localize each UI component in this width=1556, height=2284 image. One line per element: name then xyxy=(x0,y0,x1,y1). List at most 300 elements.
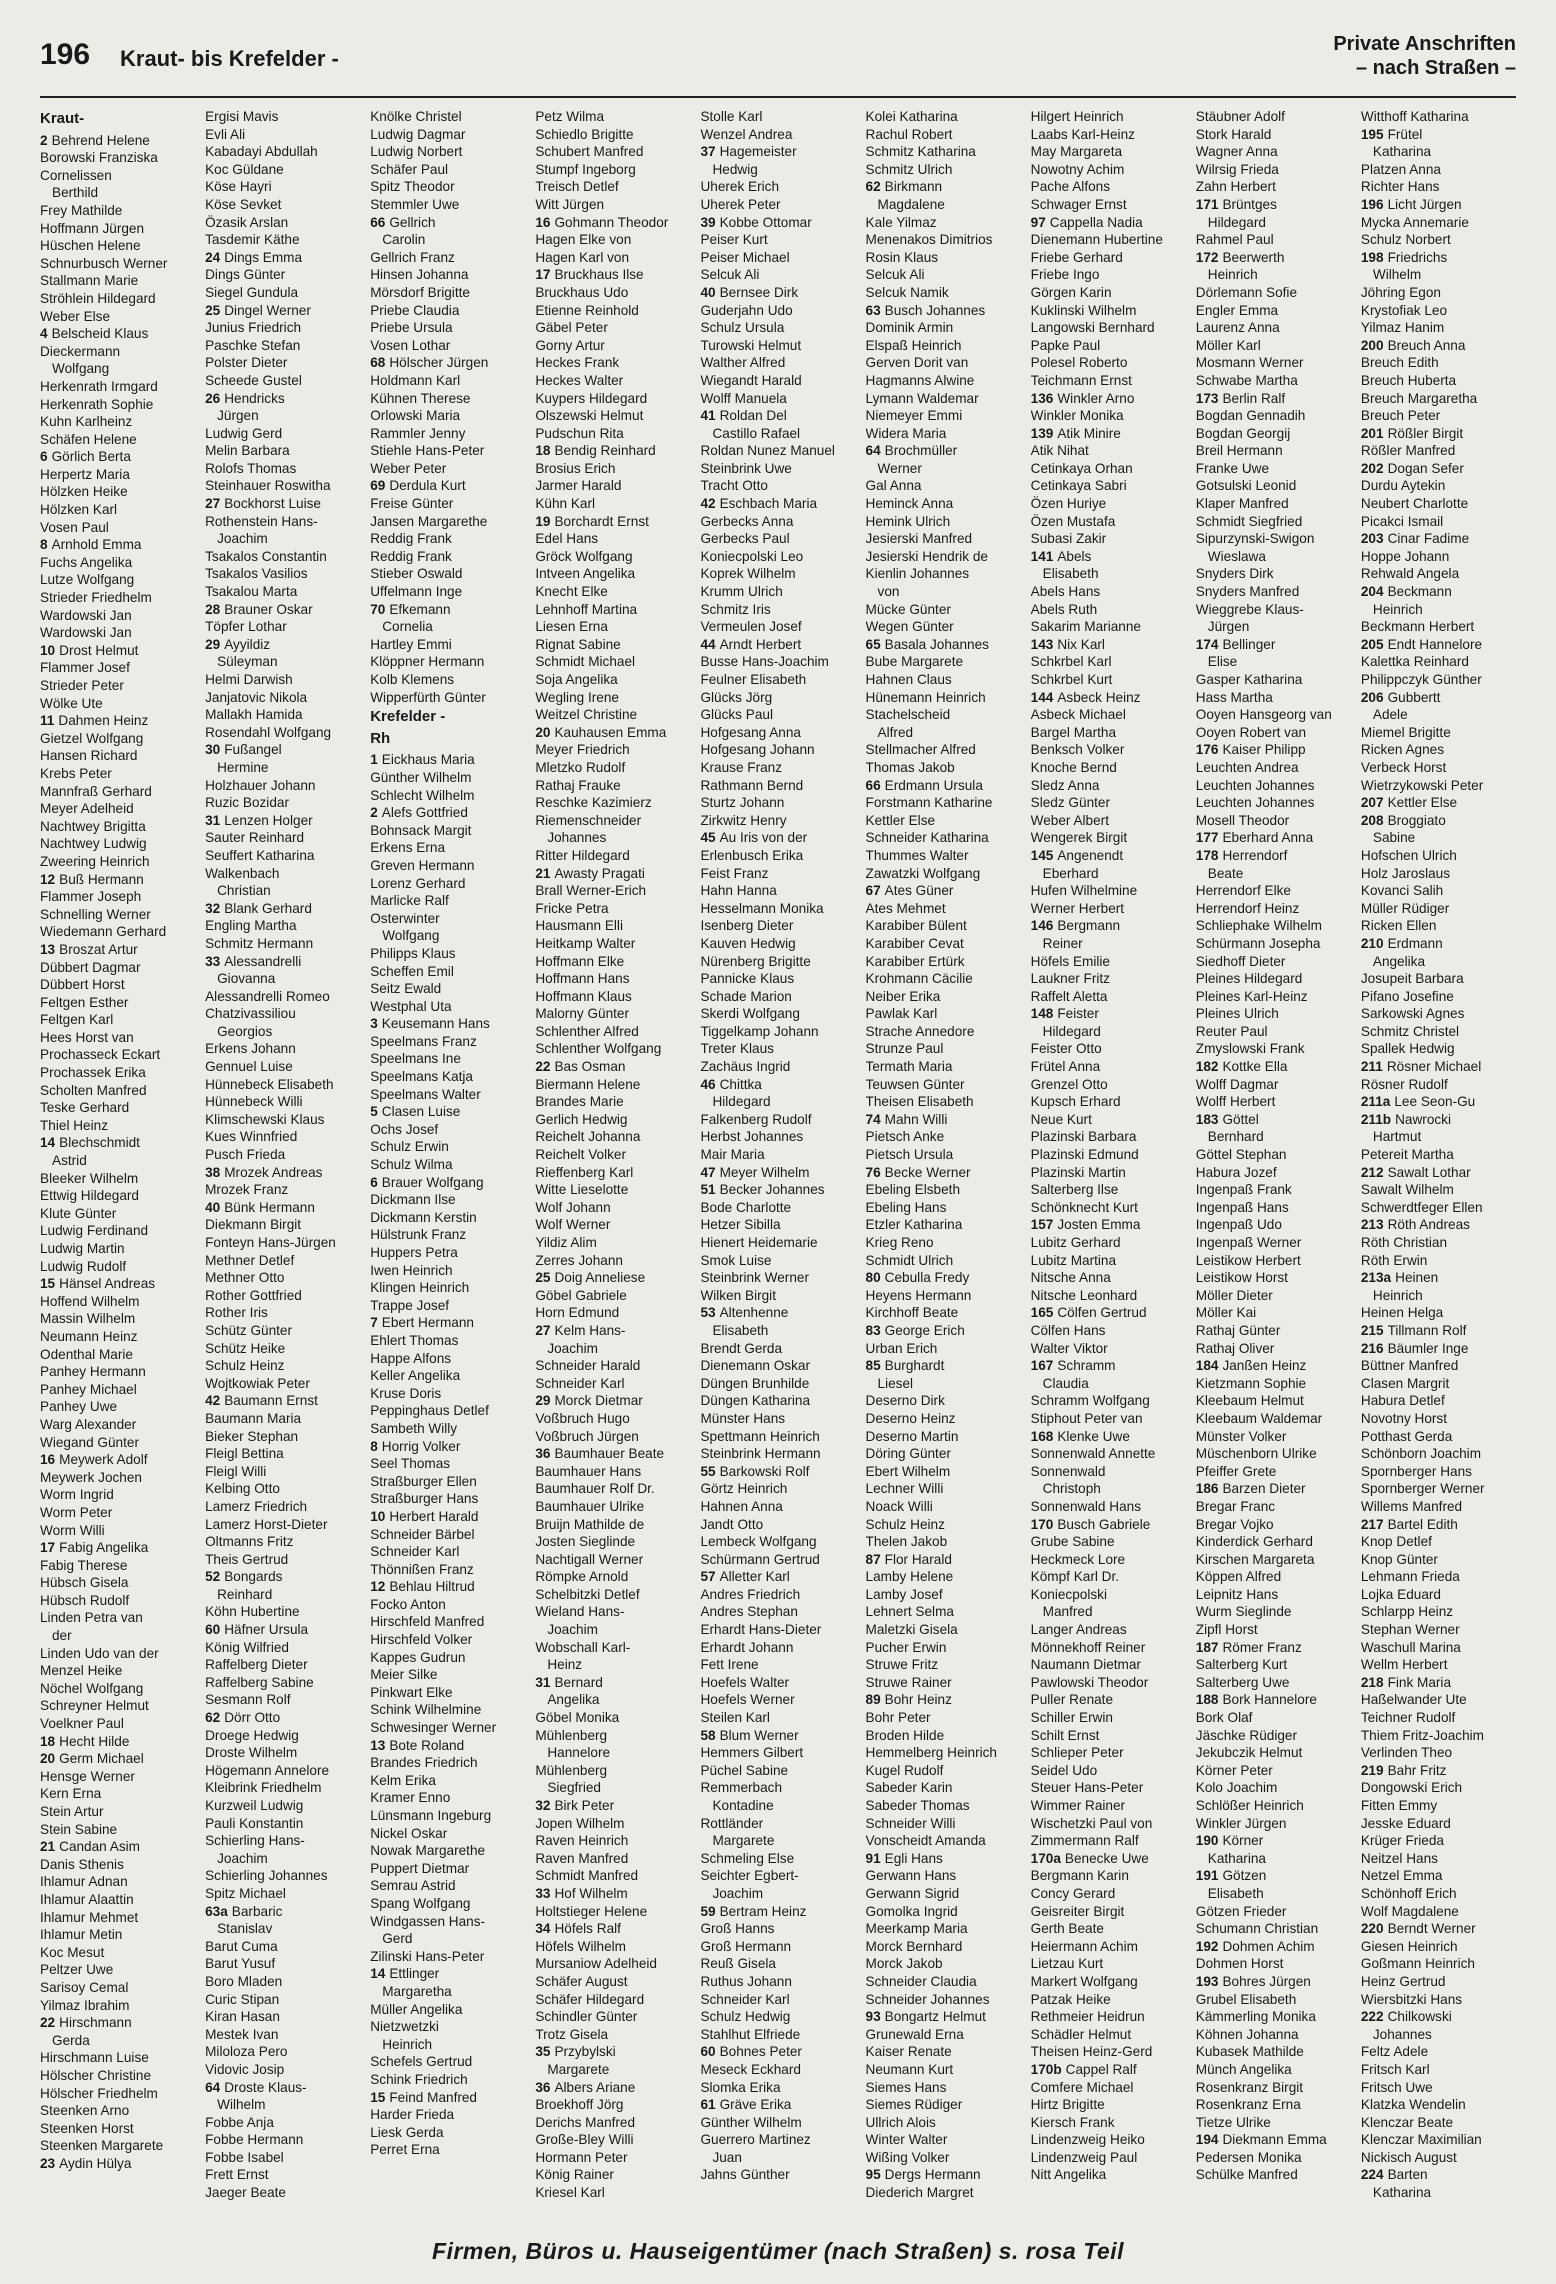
directory-entry xyxy=(1361,1375,1516,1393)
resident-name: Stallmann Marie xyxy=(40,273,139,289)
house-number: 21 xyxy=(535,865,551,881)
resident-name: Hünnebeck Willi xyxy=(205,1094,303,1110)
directory-entry xyxy=(370,671,525,689)
resident-name: Maletzki Gisela xyxy=(865,1622,958,1638)
house-number: 93 xyxy=(865,2009,881,2025)
resident-name: Thiem Fritz-Joachim xyxy=(1360,1727,1484,1743)
resident-name: Bohnsack Margit xyxy=(370,822,472,838)
resident-name: Sonnenwald xyxy=(1030,1463,1106,1479)
resident-name: Hees Horst van xyxy=(40,1029,134,1045)
directory-entry xyxy=(205,354,360,372)
directory-entry xyxy=(1196,178,1351,196)
directory-entry xyxy=(1196,1076,1351,1094)
directory-entry xyxy=(370,601,525,619)
resident-name: Patzak Heike xyxy=(1030,1991,1111,2007)
directory-entry xyxy=(1196,1797,1351,1815)
directory-entry xyxy=(1031,618,1186,636)
directory-entry xyxy=(1361,671,1516,689)
directory-entry xyxy=(1196,372,1351,390)
resident-name: Termath Maria xyxy=(865,1059,953,1075)
resident-name: Werner Herbert xyxy=(1030,900,1125,916)
resident-name: Hilgert Heinrich xyxy=(1030,109,1124,124)
resident-name: Özen Huriye xyxy=(1030,496,1107,512)
directory-entry xyxy=(700,1392,855,1410)
directory-entry xyxy=(40,483,195,501)
directory-entry xyxy=(1361,865,1516,883)
directory-entry xyxy=(370,354,525,372)
resident-name: Schwesinger Werner xyxy=(370,1720,497,1736)
resident-name: Sarisoy Cemal xyxy=(40,1979,129,1995)
resident-name: Nachtwey Ludwig xyxy=(40,836,147,852)
resident-name: Brüntges xyxy=(1222,196,1277,212)
resident-name: Prochassek Erika xyxy=(40,1065,146,1081)
resident-name: Keusemann Hans xyxy=(381,1016,490,1032)
resident-name: Lubitz Gerhard xyxy=(1030,1235,1121,1250)
resident-name: Schulz Ursula xyxy=(700,320,785,336)
directory-entry xyxy=(1196,354,1351,372)
resident-name: Linden Petra van xyxy=(40,1610,143,1626)
directory-entry xyxy=(370,1103,525,1121)
resident-name: Krohmann Cäcilie xyxy=(865,971,973,987)
directory-entry xyxy=(370,927,525,945)
directory-entry xyxy=(1031,1815,1186,1833)
resident-name: Platzen Anna xyxy=(1360,161,1441,177)
directory-entry xyxy=(1361,988,1516,1006)
resident-name: Bellinger xyxy=(1222,636,1276,652)
resident-name: Edel Hans xyxy=(535,531,599,547)
directory-entry xyxy=(1031,2114,1186,2132)
resident-name: Schkrbel Kurt xyxy=(1030,672,1113,687)
directory-entry xyxy=(1361,1111,1516,1129)
resident-name: Brendt Gerda xyxy=(700,1340,783,1356)
directory-entry xyxy=(40,818,195,836)
directory-entry xyxy=(1361,1516,1516,1534)
resident-name: Georgios xyxy=(217,1023,273,1039)
resident-name: Steenken Margarete xyxy=(40,2138,164,2154)
directory-entry xyxy=(700,1252,855,1270)
resident-name: Petereit Martha xyxy=(1360,1147,1454,1163)
resident-name: Walther Alfred xyxy=(700,355,786,371)
resident-name: Deserno Heinz xyxy=(865,1410,956,1426)
resident-name: Frett Ernst xyxy=(205,2167,269,2183)
house-number: 143 xyxy=(1030,636,1054,652)
directory-entry xyxy=(535,1023,690,1041)
directory-entry xyxy=(1196,1867,1351,1885)
directory-entry xyxy=(866,1058,1021,1076)
directory-entry xyxy=(700,1973,855,1991)
directory-entry xyxy=(1196,1023,1351,1041)
directory-entry xyxy=(1196,988,1351,1006)
directory-entry xyxy=(1031,953,1186,971)
resident-name: Berthild xyxy=(52,185,99,201)
directory-entry xyxy=(1031,513,1186,531)
directory-entry xyxy=(1361,565,1516,583)
directory-entry xyxy=(370,1596,525,1614)
resident-name: Feind Manfred xyxy=(389,2089,477,2105)
directory-entry xyxy=(866,1269,1021,1287)
directory-entry xyxy=(1196,1269,1351,1287)
resident-name: Subasi Zakir xyxy=(1030,531,1107,547)
resident-name: Derdula Kurt xyxy=(389,478,466,494)
directory-entry xyxy=(205,477,360,495)
resident-name: Cetinkaya Sabri xyxy=(1030,478,1127,494)
directory-entry xyxy=(1031,319,1186,337)
directory-entry xyxy=(370,1895,525,1913)
resident-name: Rothenstein Hans- xyxy=(205,513,318,529)
directory-entry xyxy=(866,442,1021,460)
resident-name: Kauven Hedwig xyxy=(700,935,796,951)
directory-entry xyxy=(535,1322,690,1340)
directory-entry xyxy=(700,2079,855,2097)
directory-entry xyxy=(700,1920,855,1938)
resident-name: Koniecpolski xyxy=(1030,1586,1107,1602)
directory-entry xyxy=(535,741,690,759)
resident-name: Focko Anton xyxy=(370,1596,446,1612)
directory-entry xyxy=(370,302,525,320)
directory-entry xyxy=(700,1428,855,1446)
resident-name: Grube Sabine xyxy=(1030,1534,1115,1550)
resident-name: Hermine xyxy=(217,759,269,775)
column-6 xyxy=(866,108,1021,2218)
resident-name: Bohnes Peter xyxy=(719,2044,802,2060)
directory-entry xyxy=(40,1979,195,1997)
resident-name: Hetzer Sibilla xyxy=(700,1217,781,1233)
directory-entry xyxy=(700,1674,855,1692)
resident-name: Lindenzweig Paul xyxy=(1030,2149,1138,2165)
directory-entry xyxy=(205,2008,360,2026)
directory-entry xyxy=(1031,1920,1186,1938)
resident-name: Möller Kai xyxy=(1195,1305,1257,1321)
resident-name: Holdmann Karl xyxy=(370,372,461,388)
resident-name: Ochs Josef xyxy=(370,1121,439,1137)
directory-entry xyxy=(40,730,195,748)
directory-entry xyxy=(1196,970,1351,988)
resident-name: Günther Wilhelm xyxy=(370,769,472,785)
directory-entry xyxy=(700,1779,855,1797)
directory-entry xyxy=(866,530,1021,548)
resident-name: Zirkwitz Henry xyxy=(700,812,787,828)
directory-entry xyxy=(866,2079,1021,2097)
resident-name: Werner xyxy=(877,460,922,476)
directory-entry xyxy=(535,442,690,460)
resident-name: Massin Wilhelm xyxy=(40,1311,136,1327)
house-number: 61 xyxy=(700,2097,716,2113)
resident-name: Nachtigall Werner xyxy=(535,1551,644,1567)
resident-name: Schulz Hedwig xyxy=(700,2009,791,2025)
resident-name: Steinbrink Hermann xyxy=(700,1446,821,1462)
house-number: 211a xyxy=(1360,1094,1391,1110)
resident-name: Tietze Ulrike xyxy=(1195,2114,1271,2130)
resident-name: Kruse Doris xyxy=(370,1385,442,1401)
directory-entry xyxy=(700,1410,855,1428)
resident-name: Kiran Hasan xyxy=(205,2009,280,2025)
house-number: 60 xyxy=(205,1622,221,1638)
resident-name: Candan Asim xyxy=(59,1839,140,1855)
resident-name: Bieker Stephan xyxy=(205,1428,299,1444)
resident-name: Lamerz Horst-Dieter xyxy=(205,1516,328,1532)
resident-name: Pietsch Anke xyxy=(865,1129,945,1145)
directory-entry xyxy=(866,1815,1021,1833)
resident-name: Brandes Marie xyxy=(535,1094,624,1110)
directory-entry xyxy=(1196,1621,1351,1639)
directory-entry xyxy=(205,706,360,724)
resident-name: Keller Angelika xyxy=(370,1368,461,1384)
house-number: 168 xyxy=(1030,1428,1054,1444)
directory-entry xyxy=(1361,266,1516,284)
directory-entry xyxy=(1196,583,1351,601)
resident-name: Yilmaz Hanim xyxy=(1360,320,1445,336)
directory-entry xyxy=(1196,548,1351,566)
resident-name: Kleebaum Helmut xyxy=(1195,1393,1304,1409)
directory-entry xyxy=(700,1269,855,1287)
directory-entry xyxy=(205,1375,360,1393)
directory-entry xyxy=(1196,1040,1351,1058)
directory-entry xyxy=(1196,126,1351,144)
directory-entry xyxy=(700,1199,855,1217)
resident-name: Jürgen xyxy=(1207,619,1250,635)
directory-entry xyxy=(370,1649,525,1667)
resident-name: Brauner Oskar xyxy=(224,601,313,617)
directory-entry xyxy=(700,1128,855,1146)
resident-name: Göbel Gabriele xyxy=(535,1287,627,1303)
resident-name: Höfels Wilhelm xyxy=(535,1938,626,1954)
resident-name: Seidel Udo xyxy=(1030,1762,1098,1778)
resident-name: Naumann Dietmar xyxy=(1030,1657,1141,1673)
resident-name: Barut Cuma xyxy=(205,1938,278,1954)
directory-entry xyxy=(535,1639,690,1657)
directory-entry xyxy=(535,337,690,355)
resident-name: Pleines Ulrich xyxy=(1195,1006,1279,1022)
directory-entry xyxy=(205,1040,360,1058)
directory-entry xyxy=(1196,882,1351,900)
directory-entry xyxy=(40,1451,195,1469)
resident-name: Schädler Helmut xyxy=(1030,2026,1132,2042)
directory-entry xyxy=(1361,935,1516,953)
directory-entry xyxy=(866,1691,1021,1709)
directory-entry xyxy=(700,1533,855,1551)
directory-entry xyxy=(866,1480,1021,1498)
resident-name: Karabiber Ertürk xyxy=(865,953,965,969)
directory-entry xyxy=(866,1375,1021,1393)
resident-name: Bernard xyxy=(554,1674,603,1690)
resident-name: Feulner Elisabeth xyxy=(700,672,807,687)
directory-entry xyxy=(1031,1076,1186,1094)
resident-name: Spang Wolfgang xyxy=(370,1895,471,1911)
directory-entry xyxy=(1361,1533,1516,1551)
resident-name: Nowotny Achim xyxy=(1030,161,1125,177)
resident-name: Flor Harald xyxy=(884,1551,952,1567)
resident-name: Hartley Emmi xyxy=(370,636,452,652)
directory-entry xyxy=(1031,1656,1186,1674)
resident-name: Kabadayi Abdullah xyxy=(205,144,318,160)
directory-entry xyxy=(370,910,525,928)
resident-name: Heitkamp Walter xyxy=(535,935,636,951)
directory-entry xyxy=(1196,2026,1351,2044)
column-5 xyxy=(700,108,855,2218)
directory-entry xyxy=(1031,161,1186,179)
resident-name: Baumhauer Rolf Dr. xyxy=(535,1481,655,1497)
directory-entry xyxy=(535,565,690,583)
directory-entry xyxy=(1361,1480,1516,1498)
directory-entry xyxy=(700,1867,855,1885)
directory-entry xyxy=(866,1867,1021,1885)
resident-name: Margaretha xyxy=(382,1983,452,1999)
resident-name: Dübbert Horst xyxy=(40,977,125,993)
directory-entry xyxy=(535,1410,690,1428)
resident-name: Ritter Hildegard xyxy=(535,847,630,863)
resident-name: Bendig Reinhard xyxy=(554,443,656,459)
directory-entry xyxy=(205,214,360,232)
resident-name: Tsakalos Vasilios xyxy=(205,566,308,582)
directory-entry xyxy=(1031,390,1186,408)
house-number: 34 xyxy=(535,1921,551,1937)
resident-name: Jekubczik Helmut xyxy=(1195,1745,1303,1761)
directory-entry xyxy=(1361,108,1516,126)
resident-name: Bleeker Wilhelm xyxy=(40,1170,139,1186)
resident-name: Pannicke Klaus xyxy=(700,971,795,987)
resident-name: Hagemeister xyxy=(719,144,797,160)
resident-name: Chilkowski xyxy=(1387,2009,1452,2025)
directory-entry xyxy=(205,1938,360,1956)
directory-entry xyxy=(205,1234,360,1252)
directory-entry xyxy=(205,2114,360,2132)
resident-name: Schmidt Manfred xyxy=(535,1868,639,1884)
directory-entry xyxy=(1031,1428,1186,1446)
directory-entry xyxy=(700,2008,855,2026)
resident-name: Tsakalos Constantin xyxy=(205,548,327,564)
resident-name: Prochasseck Eckart xyxy=(40,1047,161,1063)
directory-entry xyxy=(205,1357,360,1375)
resident-name: Jaeger Beate xyxy=(205,2185,286,2201)
directory-entry xyxy=(1196,1058,1351,1076)
directory-entry xyxy=(700,2043,855,2061)
resident-name: Sonnenwald Hans xyxy=(1030,1498,1141,1514)
house-number: 37 xyxy=(700,144,716,160)
resident-name: Gerda xyxy=(52,2032,90,2048)
directory-entry xyxy=(700,1058,855,1076)
resident-name: Lünsmann Ingeburg xyxy=(370,1808,492,1823)
resident-name: Ludwig Dagmar xyxy=(370,126,466,142)
directory-entry xyxy=(1361,1058,1516,1076)
directory-entry xyxy=(205,1181,360,1199)
directory-entry xyxy=(370,196,525,214)
resident-name: Leipnitz Hans xyxy=(1195,1586,1279,1602)
directory-entry xyxy=(700,1357,855,1375)
directory-entry xyxy=(700,1445,855,1463)
directory-entry xyxy=(700,1164,855,1182)
directory-entry xyxy=(535,1656,690,1674)
directory-entry xyxy=(1196,1093,1351,1111)
directory-entry xyxy=(205,1639,360,1657)
resident-name: May Margareta xyxy=(1030,144,1123,160)
resident-name: Widera Maria xyxy=(865,425,947,441)
resident-name: Borchardt Ernst xyxy=(554,513,649,529)
resident-name: Hecht Hilde xyxy=(59,1733,130,1749)
directory-entry xyxy=(1196,249,1351,267)
resident-name: Günther Wilhelm xyxy=(700,2114,802,2130)
house-number: 12 xyxy=(40,871,56,887)
resident-name: Droste Klaus- xyxy=(224,2079,307,2095)
directory-entry xyxy=(535,1428,690,1446)
resident-name: Walkenbach xyxy=(205,865,280,881)
directory-entry xyxy=(535,548,690,566)
resident-name: Diederich Margret xyxy=(865,2185,974,2201)
directory-entry xyxy=(866,1357,1021,1375)
directory-entry xyxy=(205,935,360,953)
resident-name: Snyders Manfred xyxy=(1195,584,1300,600)
directory-entry xyxy=(1196,1128,1351,1146)
resident-name: Teichner Rudolf xyxy=(1360,1710,1456,1726)
resident-name: Karabiber Cevat xyxy=(865,935,964,951)
house-number: 68 xyxy=(370,355,386,371)
directory-entry xyxy=(1196,108,1351,126)
directory-entry xyxy=(1361,2131,1516,2149)
resident-name: Kuypers Hildegard xyxy=(535,390,648,406)
house-number: 174 xyxy=(1195,636,1219,652)
directory-entry xyxy=(40,659,195,677)
directory-entry xyxy=(700,1639,855,1657)
directory-entry xyxy=(866,1287,1021,1305)
page-footer: Firmen, Büros u. Hauseigentümer (nach Straßen) s. rosa Teil xyxy=(432,2238,1124,2264)
directory-entry xyxy=(700,988,855,1006)
resident-name: Theis Gertrud xyxy=(205,1551,289,1567)
directory-entry xyxy=(40,237,195,255)
resident-name: Kuklinski Wilhelm xyxy=(1030,302,1137,318)
directory-entry xyxy=(535,2114,690,2132)
directory-entry xyxy=(866,847,1021,865)
directory-entry xyxy=(370,653,525,671)
house-number: 204 xyxy=(1360,584,1384,600)
resident-name: Schmidt Ulrich xyxy=(865,1252,954,1268)
directory-entry xyxy=(40,343,195,361)
house-number: 16 xyxy=(535,214,551,230)
resident-name: Sledz Anna xyxy=(1030,777,1100,793)
directory-entry xyxy=(370,1842,525,1860)
directory-entry xyxy=(40,677,195,695)
house-number: 210 xyxy=(1360,935,1384,951)
resident-name: Reinhard xyxy=(217,1586,273,1602)
directory-entry xyxy=(866,671,1021,689)
house-number: 27 xyxy=(205,496,221,512)
resident-name: Polster Dieter xyxy=(205,355,288,371)
resident-name: Pedersen Monika xyxy=(1195,2149,1302,2165)
directory-entry xyxy=(1031,1375,1186,1393)
directory-entry xyxy=(205,1621,360,1639)
directory-entry xyxy=(1361,2096,1516,2114)
resident-name: Krebs Peter xyxy=(40,765,112,781)
house-number: 36 xyxy=(535,1446,551,1462)
directory-entry xyxy=(866,302,1021,320)
resident-name: Oltmanns Fritz xyxy=(205,1534,294,1550)
directory-entry xyxy=(866,196,1021,214)
resident-name: Ludwig Martin xyxy=(40,1241,125,1256)
resident-name: Dohmen Horst xyxy=(1195,1956,1284,1972)
resident-name: Josten Sieglinde xyxy=(535,1534,636,1550)
directory-entry xyxy=(700,1709,855,1727)
directory-entry xyxy=(40,1645,195,1663)
directory-entry xyxy=(535,1568,690,1586)
directory-entry xyxy=(40,1750,195,1768)
directory-entry xyxy=(370,787,525,805)
directory-entry xyxy=(40,1926,195,1944)
resident-name: Ingenpaß Udo xyxy=(1195,1217,1282,1233)
resident-name: Döring Günter xyxy=(865,1446,951,1462)
column-7 xyxy=(1031,108,1186,2218)
directory-entry xyxy=(535,829,690,847)
resident-name: Beckmann Herbert xyxy=(1360,619,1475,635)
house-number: 7 xyxy=(370,1315,378,1331)
directory-entry xyxy=(1196,601,1351,619)
